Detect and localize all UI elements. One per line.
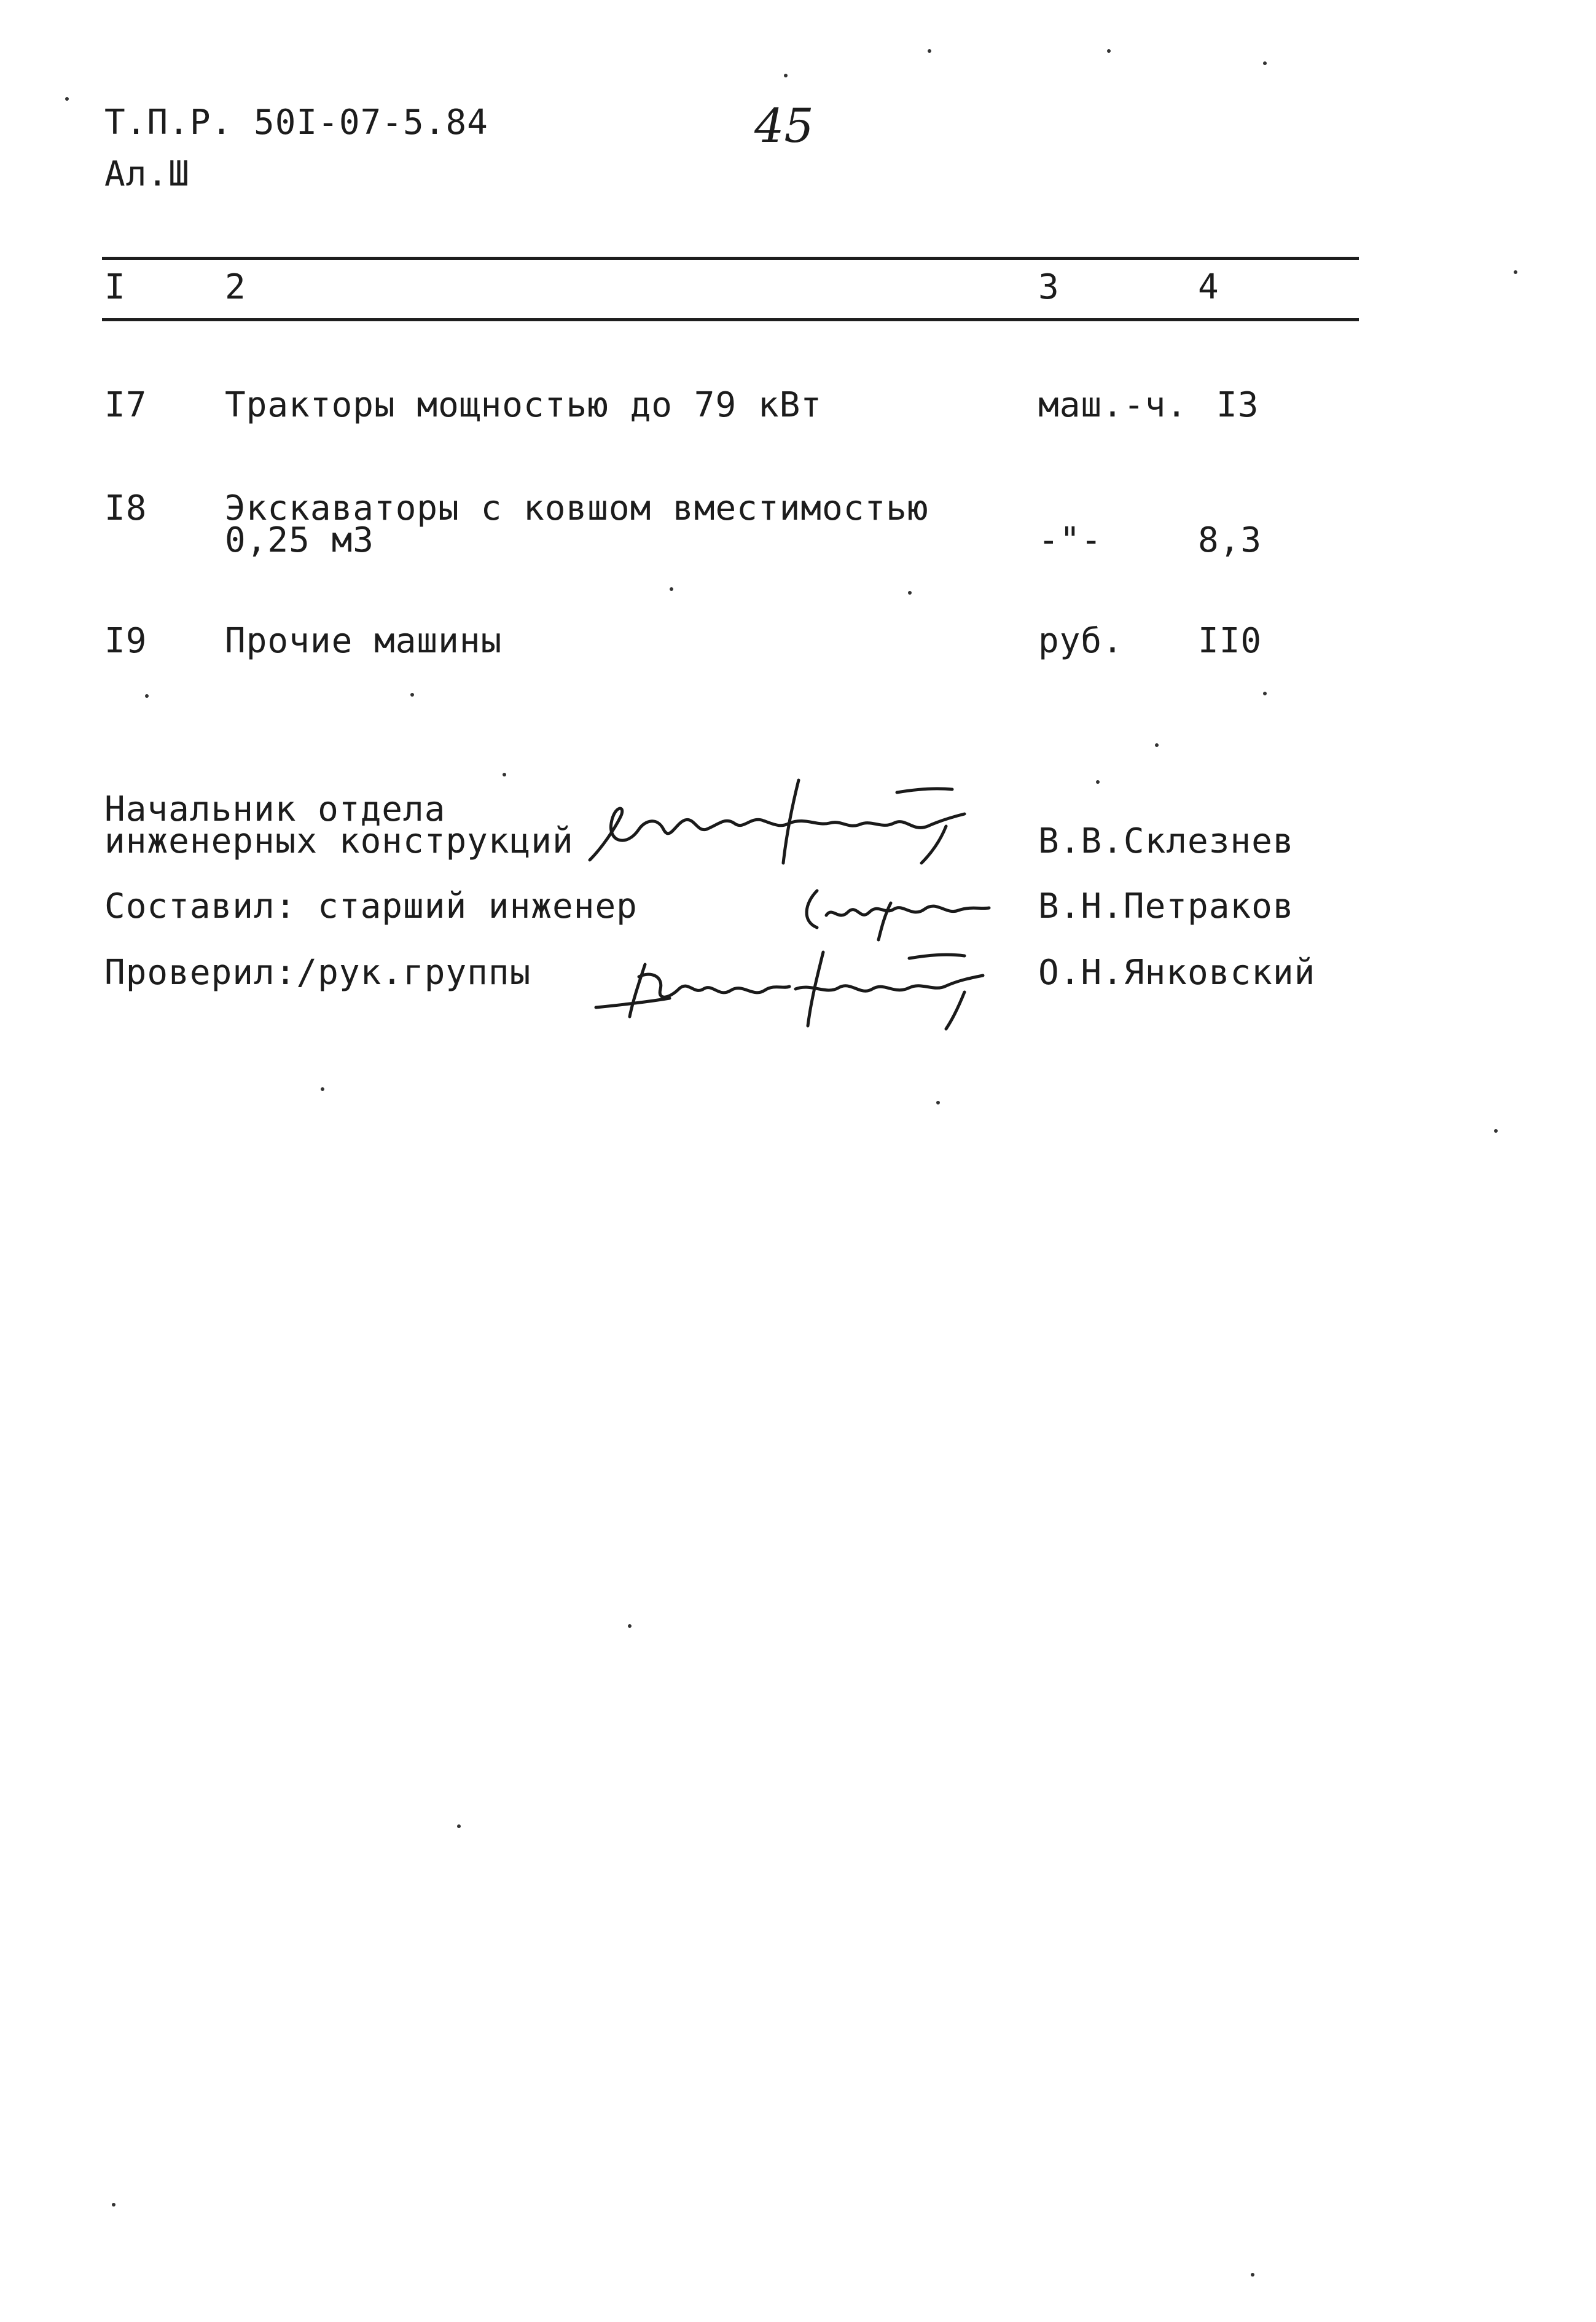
scan-speck	[1155, 743, 1159, 747]
scan-speck	[1494, 1129, 1498, 1133]
handwritten-signature	[590, 940, 1007, 1032]
row-name: Экскаваторы с ковшом вместимостью	[225, 488, 929, 528]
row-unit: маш.-ч.	[1038, 385, 1188, 425]
signatory-name: В.В.Склезнев	[1038, 821, 1294, 861]
row-name: Тракторы мощностью до 79 кВт	[225, 385, 823, 425]
row-unit: -"-	[1038, 520, 1103, 560]
column-header-3: 3	[1038, 267, 1060, 307]
signatory-role: Составил: старший инженер	[104, 886, 638, 926]
scan-speck	[928, 49, 931, 53]
scan-speck	[1263, 692, 1267, 695]
handwritten-signature	[792, 872, 1001, 946]
scan-speck	[321, 1087, 324, 1091]
scan-speck	[908, 591, 912, 595]
row-value: I3	[1216, 385, 1259, 425]
row-value: 8,3	[1198, 520, 1262, 560]
column-header-1: I	[104, 267, 126, 307]
table-top-rule	[102, 257, 1359, 260]
scan-speck	[457, 1824, 461, 1828]
scan-speck	[65, 97, 69, 101]
page-number: 45	[754, 98, 814, 153]
row-number: I7	[104, 385, 147, 425]
scan-speck	[112, 2203, 115, 2207]
signatory-role: Проверил:/рук.группы	[104, 953, 531, 993]
scan-speck	[503, 773, 506, 776]
signatory-role: Начальник отдела	[104, 789, 446, 829]
scan-speck	[784, 74, 788, 77]
column-header-2: 2	[225, 267, 246, 307]
handwritten-signature	[577, 756, 995, 878]
scan-speck	[145, 694, 149, 698]
row-unit: руб.	[1038, 621, 1124, 661]
album-number: Ал.Ш	[104, 154, 190, 194]
signatory-name: О.Н.Янковский	[1038, 953, 1316, 993]
row-value: II0	[1198, 621, 1262, 661]
scan-speck	[1263, 61, 1267, 65]
column-header-4: 4	[1198, 267, 1219, 307]
scan-speck	[628, 1624, 632, 1628]
scan-speck	[410, 693, 414, 697]
table-header-rule	[102, 318, 1359, 321]
signatory-role-continued: инженерных конструкций	[104, 821, 574, 861]
signatory-name: В.Н.Петраков	[1038, 886, 1294, 926]
scan-speck	[936, 1101, 940, 1104]
scan-speck	[1096, 780, 1100, 784]
document-code: Т.П.Р. 50I-07-5.84	[104, 103, 488, 143]
row-name-continued: 0,25 м3	[225, 520, 375, 560]
scan-speck	[1251, 2273, 1254, 2277]
row-number: I8	[104, 488, 147, 528]
scan-speck	[1514, 270, 1517, 274]
scan-speck	[670, 587, 673, 591]
scan-speck	[1107, 49, 1111, 53]
row-name: Прочие машины	[225, 621, 503, 661]
row-number: I9	[104, 621, 147, 661]
